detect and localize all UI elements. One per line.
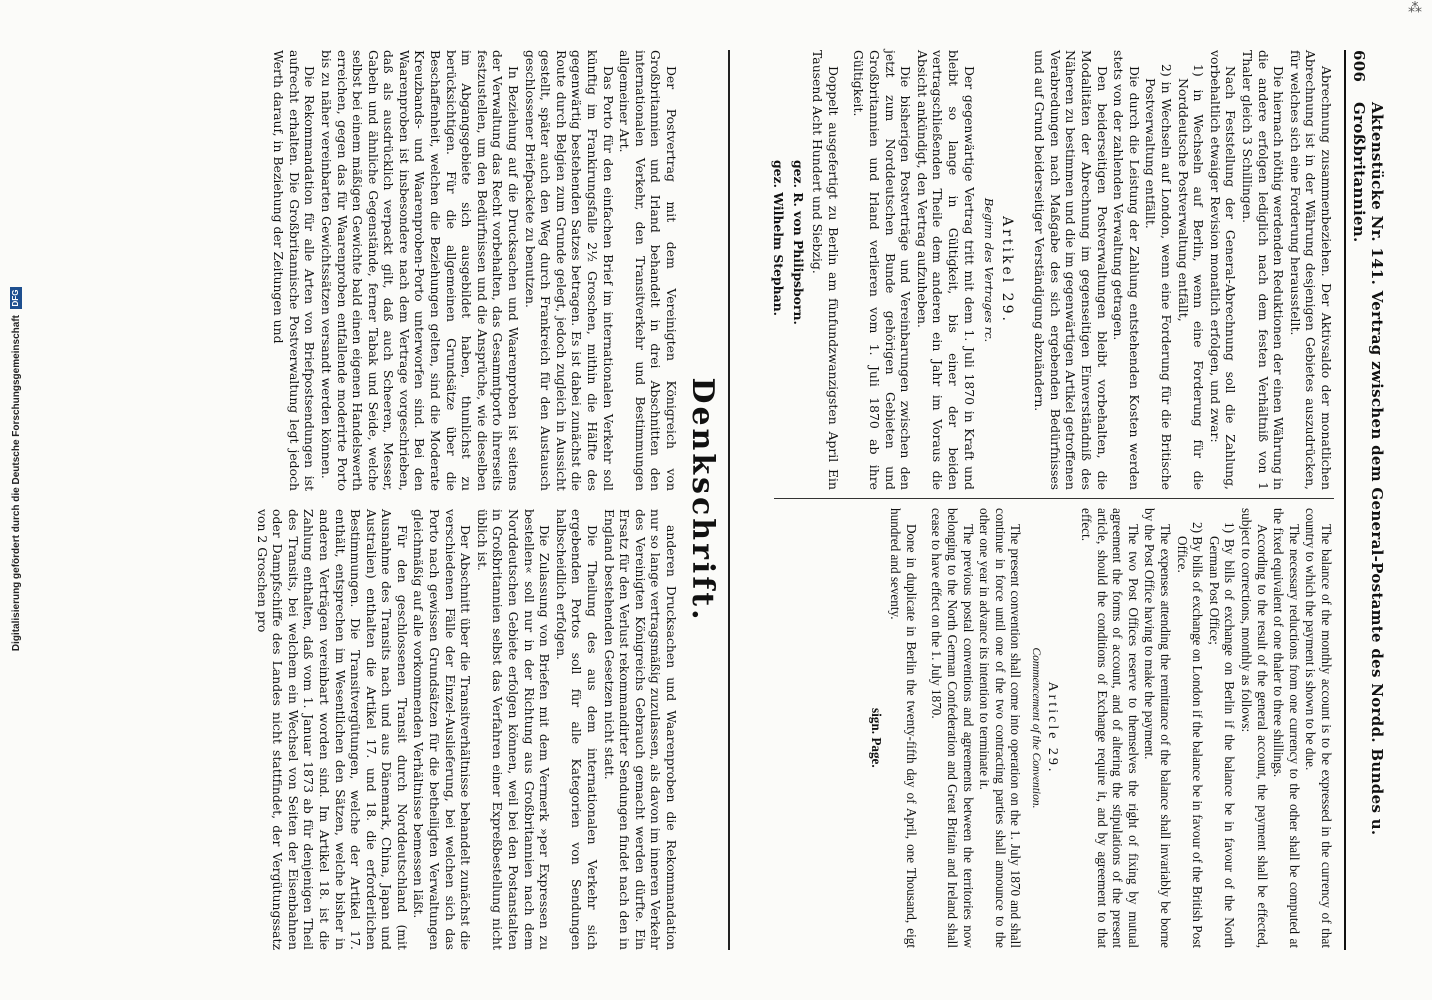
scan-corner-mark: ⁂	[1408, 1, 1422, 16]
paragraph: Abrechnung zusammenbeziehen. Der Aktivsaldo der monatlichen Abrechnung ist in der Währung desjenigen Gebietes auszudrücken, für welches sich eine Forderung herausstellt.	[1287, 50, 1334, 490]
page-number: 606	[1350, 50, 1368, 83]
paragraph: Die durch die Leistung der Zahlung entstehenden Kosten werden stets von der zahlenden Verwaltung getragen.	[1111, 50, 1142, 490]
list-item: 1) By bills of exchange on Berlin if the balance be in favour of the North German Post Office;	[1206, 522, 1238, 948]
paragraph: Die Zulassung von Briefen mit dem Vermerk »per Expressen zu bestellen« soll nur in der Richtung aus Großbritannien nach dem Norddeutschen Gebiete erfolgen können, weil bei den Postanstalten in Großbritannien selbst das Verfahren einer Expreßbestellung nicht üblich ist.	[474, 509, 553, 950]
column-divider	[774, 498, 1334, 499]
paragraph: Die bisherigen Postverträge und Vereinbarungen zwischen den jetzt zum Norddeutschen Bunde gehörigen Gebieten und Großbritannien und Irland verlieren vom 1. Juli 1870 ab ihre Gültigkeit.	[851, 50, 914, 490]
paragraph: Der gegenwärtige Vertrag tritt mit dem 1. Juli 1870 in Kraft und bleibt so lange in Gültigkeit, bis einer der beiden vertragschließenden Theile dem anderen ein Jahr im Voraus die Absicht ankündigt, den Vertrag aufzuheben.	[914, 50, 977, 490]
paragraph: anderen Drucksachen und Waarenproben die Rekommandation nur so lange vertragsmäßig zuzulassen, als davon im inneren Verkehr des Vereinigten Königreichs Gebrauch gemacht werden dürfte. Ein Ersatz für den Verlust rekommandirter Sendungen findet nach den in England bestehenden Gesetzen nicht statt.	[601, 509, 679, 950]
article-heading: Artikel 29.	[998, 216, 1015, 324]
paragraph: The necessary reductions from one currency to the other shall be computed at the fixed equivalent of one thaler to three shillings.	[1271, 508, 1302, 948]
paragraph: The balance of the monthly account is to be expressed in the currency of that country to which the payment is shown to be due.	[1303, 508, 1334, 948]
memorandum-right-column	[253, 509, 679, 950]
signature: sign. Page.	[868, 708, 884, 768]
page-header	[1344, 50, 1386, 950]
paragraph: The previous postal conventions and agreements between the territories now belonging to the North German Confederation and Great Britain and Ireland shall cease to have effect on the 1. July 1870.	[929, 508, 976, 948]
paragraph: Der Abschnitt über die Transitverhältnisse behandelt zunächst die verschiedenen Fälle der Einzel-Auslieferung, bei welchen sich das Porto nach gewissen Grundsätzen für die betheiligten Verwaltungen gleichmäßig auf alle vorkommenden Verhältnisse bemessen läßt.	[411, 509, 474, 950]
paragraph: Done in duplicate in Berlin the twenty-fifth day of April, one Thousand, eigt hundred and seventy.	[888, 508, 919, 948]
credit-text: Digitalisierung gefördert durch die Deutsche Forschungsgemeinschaft	[10, 315, 22, 652]
rotated-page	[16, 30, 1396, 970]
paragraph: Der Postvertrag mit dem Vereinigten Königreich von Großbritannien und Irland behandelt in drei Abschnitten den internationalen Verkehr, den Transitverkehr und Bestimmungen allgemeiner Art.	[617, 50, 679, 491]
article-subtitle: Beginn des Vertrages rc.	[982, 197, 997, 343]
section-rule	[728, 50, 730, 950]
paragraph: Das Porto für den einfachen Brief im internationalen Verkehr soll künftig im Frankirungsfalle 2½ Groschen, mithin die Hälfte des gegenwärtig bestehenden Satzes betragen. Es ist dabei zunächst die Route durch Belgien zum Grunde gelegt, jedoch zugleich in Aussicht gestellt, später auch den Weg durch Frankreich für den Austausch geschlossener Briefpackete zu benutzen.	[522, 50, 616, 491]
memorandum-title: Denkschrift.	[685, 377, 720, 623]
paragraph: Doppelt ausgefertigt zu Berlin am fünfundzwanzigsten April Ein Tausend Acht Hundert und Siebzig.	[810, 50, 841, 490]
dfg-logo: DFG	[10, 287, 22, 309]
paragraph: According to the result of the general account, the payment shall be effected, subject to corrections, monthly as follows:	[1239, 508, 1270, 948]
running-title: Aktenstücke Nr. 141. Vertrag zwischen dem General-Postamte des Nordd. Bundes u. Großbritannien.	[1350, 102, 1386, 836]
memorandum-section	[36, 50, 720, 950]
article-heading: Article 29.	[1045, 681, 1061, 775]
signature: gez. Wilhelm Stephan.	[771, 160, 786, 316]
paragraph: In Beziehung auf die Drucksachen und Waarenproben ist seitens der Verwaltung das Recht vorbehalten, das Gesammtporto ihrerseits festzustellen, um den Bedürfnissen und die Ansprüche, wie dieselben im Abgangsgebiete sich ausgebildet haben, thunlichst zu berücksichtigen. Für die allgemeinen Grundsätze über die Beschaffenheit, welchen die Beziehungen gelten, sind die Moderate Kreuzbands- und Waarenproben-Porto unterworfen sind. Bei den Waarenproben ist insbesondere nach dem Vertrage vorgeschrieben, daß als ausdrücklich verpackt gilt, daß auch Scheeren, Messer, Gabeln und ähnliche Gegenstände, ferner Tabak und Seide, welche selbst bei einem mäßigen Gewichte bald einen eigenen Handelswerth erreichen, gegen das für Waarenproben entfallende moderirte Porto bis zu näher vereinbarten Gewichtssätzen versandt werden können.	[318, 50, 522, 491]
list-item: 1) in Wechseln auf Berlin, wenn eine Forderung für die Norddeutsche Postverwaltung entfällt,	[1175, 64, 1207, 490]
paragraph: The expenses attending the remittance of the balance shall invariably be borne by the Post Office having to make the payment.	[1142, 508, 1174, 948]
article-subtitle: Commencement of the Convention.	[1029, 647, 1042, 809]
paragraph: Die Rekommandation für alle Arten von Briefpostsendungen ist aufrecht erhalten. Die Großbritannische Postverwaltung legt jedoch Werth darauf, in Beziehung der Zeitungen und	[271, 50, 318, 491]
paragraph: Die hiernach nöthig werdenden Reduktionen der einen Währung in die andere erfolgen lediglich nach dem festen Verhältniß von 1 Thaler gleich 3 Schillingen.	[1240, 50, 1287, 490]
signature: gez. R. von Philipsborn.	[790, 160, 806, 325]
paragraph: The two Post Offices reserve to themselves the right of fixing by mutual agreement the forms of account, and of altering the stipulations of the present article, should the conditions of Exchange require it, and by agreement to that effect.	[1079, 508, 1141, 948]
paragraph: The present convention shall come into operation on the 1. July 1870 and shall continue in force until one of the two contracting parties shall announce to the other one year in advance its intention to terminate it.	[977, 508, 1024, 948]
paragraph: Für den geschlossenen Transit durch Norddeutschland (mit Ausnahme des Transits nach und aus Dänemark, China, Japan und Australien) enthalten die Artikel 17. und 18. die erforderlichen Bestimmungen. Die Transitvergütungen, welche der Artikel 17. enthält, entsprechen im Wesentlichen den Sätzen, welche bisher in anderen Verträgen vereinbart worden sind. Im Artikel 18. ist die Zahlung enthalten, daß vom 1. Januar 1873 ab für denjenigen Theil des Transits, bei welchem ein Wechsel von Seiten der Eisenbahnen oder Dampfschiffe des Landes nicht stattfindet, der Vergütungssatz von 2 Groschen pro	[254, 509, 410, 950]
list-item: 2) in Wechseln auf London, wenn eine Forderung für die Britische Postverwaltung entfällt.	[1143, 64, 1175, 490]
memorandum-columns	[253, 50, 679, 950]
digitization-credit	[9, 287, 23, 1000]
paragraph: Die Theilung des aus dem internationalen Verkehr sich ergebenden Portos soll für alle Kategorien von Sendungen halbscheidlich erfolgen.	[553, 509, 601, 950]
paragraph: Den beiderseitigen Postverwaltungen bleibt vorbehalten, die Modalitäten der Abrechnung im gegenseitigen Einverständniß des Näheren zu bestimmen und die im gegenwärtigen Artikel getroffenen Verabredungen nach Maßgabe des sich ergebenden Bedürfnisses und auf Grund beiderseitiger Verständigung abzuändern.	[1032, 50, 1110, 490]
list-item: 2) By bills of exchange on London if the balance be in favour of the British Post Office.	[1174, 522, 1206, 948]
memorandum-left-column	[253, 50, 679, 491]
paragraph: Nach Feststellung der General-Abrechnung soll die Zahlung, vorbehaltlich etwaiger Revision monatlich erfolgen, und zwar:	[1207, 50, 1239, 490]
